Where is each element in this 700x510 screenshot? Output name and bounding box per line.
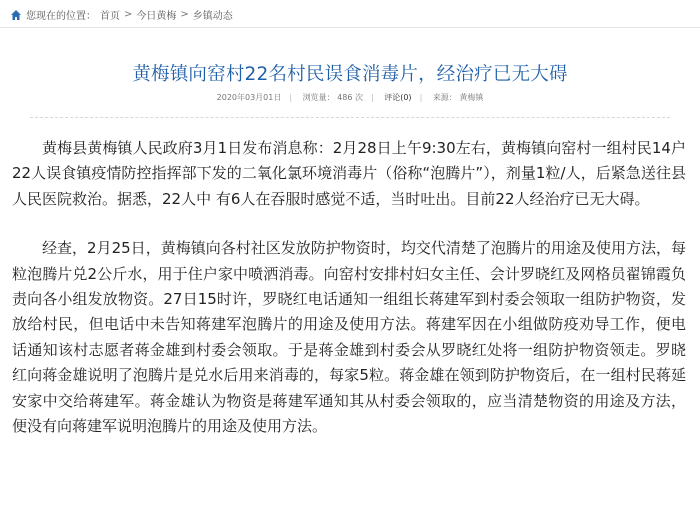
breadcrumb-divider xyxy=(0,27,700,28)
view-count: 浏览量： 486 次 xyxy=(302,93,363,102)
article-paragraph: 黄梅县黄梅镇人民政府3月1日发布消息称：2月28日上午9:30左右，黄梅镇向窑村一组村民14户22人误食镇疫情防控指挥部下发的二氧化氯环境消毒片（俗称“泡腾片”），剂量1粒/人，后紧急送往县人民医院救治。据悉，22人中 有6人在吞服时感觉不适，当时吐出。目前22人经治疗已无大碍。 xyxy=(12,139,686,208)
article-meta: 2020年03月01日 | 浏览量： 486 次 | 评论(0) | 来源： 黄梅镇 xyxy=(216,93,484,102)
breadcrumb-separator: > xyxy=(180,9,189,20)
breadcrumb-item-home[interactable]: 首页 xyxy=(100,11,120,22)
breadcrumb-item-township-news[interactable]: 乡镇动态 xyxy=(192,11,233,22)
article-body xyxy=(12,136,686,463)
breadcrumb xyxy=(10,7,233,22)
meta-divider xyxy=(30,117,670,118)
article-title: 黄梅镇向窑村22名村民误食消毒片，经治疗已无大碍 xyxy=(132,64,568,86)
article-source: 来源： 黄梅镇 xyxy=(432,93,484,102)
breadcrumb-prefix: 您现在的位置： xyxy=(26,11,96,22)
article-paragraph: 经查，2月25日，黄梅镇向各村社区发放防护物资时，均交代清楚了泡腾片的用途及使用方法，每粒泡腾片兑2公斤水，用于住户家中喷洒消毒。向窑村安排村妇女主任、会计罗晓红及网格员翟锦霞负责向各小组发放物资。27日15时许，罗晓红电话通知一组组长蒋建军到村委会领取一组防护物资，发放给村民，但电话中未告知蒋建军泡腾片的用途及使用方法。蒋建军因在小组做防疫劝导工作，便电话通知该村志愿者蒋金雄到村委会领取。于是蒋金雄到村委会从罗晓红处将一组防护物资领走。罗晓红向蒋金雄说明了泡腾片是兑水后用来消毒的，每家5粒。蒋金雄在领到防护物资后，在一组村民蒋延安家中交给蒋建军。蒋金雄认为物资是蒋建军通知其从村委会领取的，应当清楚物资的用途及方法，便没有向蒋建军说明泡腾片的用途及使用方法。 xyxy=(12,239,686,436)
home-icon xyxy=(10,9,22,21)
breadcrumb-separator: > xyxy=(124,9,133,20)
comments-link[interactable]: 评论(0) xyxy=(384,93,412,102)
publish-date: 2020年03月01日 xyxy=(216,93,282,102)
breadcrumb-item-today-huangmei[interactable]: 今日黄梅 xyxy=(136,11,177,22)
